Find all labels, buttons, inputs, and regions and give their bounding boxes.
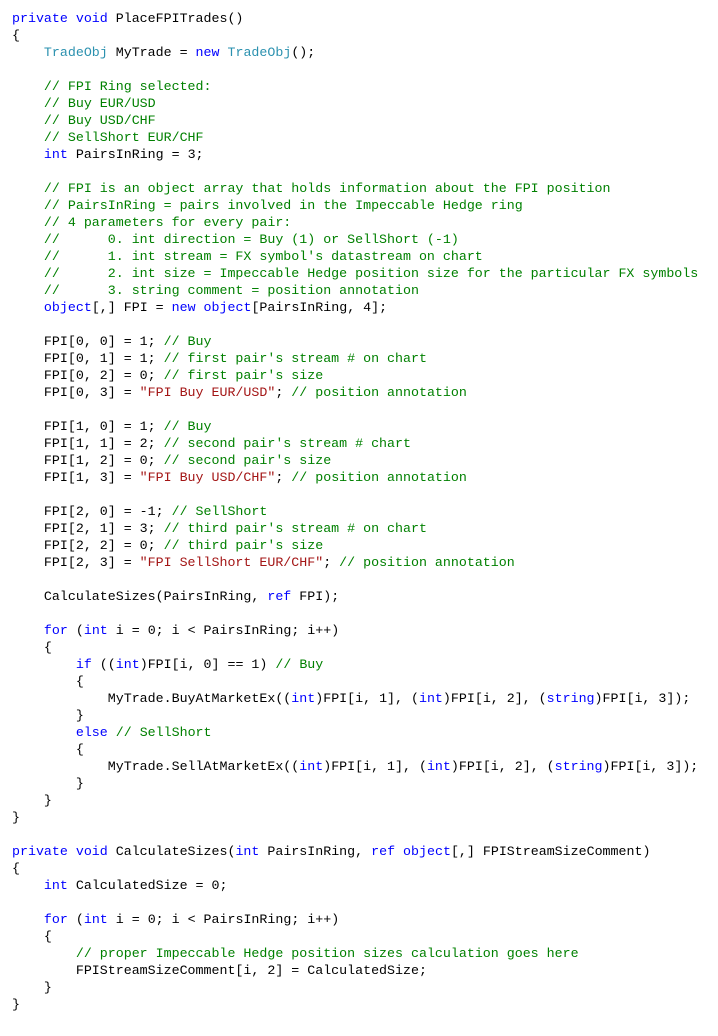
code-line: [12, 520, 716, 537]
code-token-plain: [,] FPI =: [91, 300, 172, 315]
code-token-plain: [12, 181, 44, 196]
code-token-plain: [12, 249, 44, 264]
code-token-plain: [12, 283, 44, 298]
code-token-keyword: for: [43, 623, 68, 638]
code-token-plain: {: [12, 28, 20, 43]
code-token-plain: FPI[2, 1] = 3;: [12, 521, 164, 536]
code-line: [12, 435, 716, 452]
code-token-string: "FPI Buy EUR/USD": [139, 385, 276, 400]
code-token-keyword: new: [171, 300, 196, 315]
code-token-plain: {: [12, 674, 84, 689]
code-token-comment: // SellShort: [171, 504, 268, 519]
code-token-plain: [12, 725, 76, 740]
code-token-comment: // SellShort: [115, 725, 212, 740]
code-token-keyword: object: [43, 300, 92, 315]
code-token-plain: PairsInRing,: [259, 844, 372, 859]
code-token-comment: // position annotation: [291, 385, 467, 400]
code-line: [12, 622, 716, 639]
code-token-keyword: void: [75, 11, 108, 26]
code-token-plain: FPI[1, 2] = 0;: [12, 453, 164, 468]
code-token-plain: [12, 232, 44, 247]
code-token-comment: // position annotation: [291, 470, 467, 485]
code-token-keyword: int: [418, 691, 443, 706]
code-line: [12, 350, 716, 367]
code-token-plain: ;: [323, 555, 340, 570]
code-token-plain: )FPI[i, 2], (: [442, 691, 547, 706]
code-line: [12, 588, 716, 605]
code-line: [12, 724, 716, 741]
code-token-keyword: object: [403, 844, 451, 859]
code-line: [12, 384, 716, 401]
code-line: [12, 979, 716, 996]
code-token-plain: ;: [275, 470, 292, 485]
code-token-keyword: ref: [267, 589, 292, 604]
code-token-plain: CalculateSizes(PairsInRing,: [12, 589, 268, 604]
code-line: [12, 928, 716, 945]
code-token-type: TradeObj: [43, 45, 108, 60]
code-token-plain: }: [12, 793, 52, 808]
code-token-comment: // 2. int size = Impeccable Hedge position size for the particular FX symbols: [43, 266, 699, 281]
code-line: [12, 656, 716, 673]
code-token-plain: FPI[0, 2] = 0;: [12, 368, 164, 383]
code-token-keyword: int: [291, 691, 316, 706]
code-token-plain: [12, 215, 44, 230]
code-token-plain: [12, 878, 44, 893]
code-line: [12, 10, 716, 27]
code-token-keyword: int: [43, 878, 68, 893]
code-line: [12, 860, 716, 877]
code-token-comment: // Buy USD/CHF: [43, 113, 156, 128]
code-token-plain: ();: [291, 45, 316, 60]
code-token-plain: PlaceFPITrades(): [107, 11, 244, 26]
code-token-comment: // third pair's size: [163, 538, 324, 553]
code-line: [12, 792, 716, 809]
code-token-plain: )FPI[i, 1], (: [323, 759, 427, 774]
code-token-plain: [12, 96, 44, 111]
code-line: [12, 962, 716, 979]
code-line: [12, 843, 716, 860]
code-token-comment: // proper Impeccable Hedge position sizes calculation goes here: [75, 946, 579, 961]
code-token-keyword: string: [554, 759, 603, 774]
code-token-plain: [12, 623, 44, 638]
code-token-plain: [12, 198, 44, 213]
code-token-plain: [12, 657, 76, 672]
code-token-keyword: int: [83, 623, 108, 638]
code-token-plain: {: [12, 929, 52, 944]
code-token-comment: // FPI is an object array that holds information about the FPI position: [43, 181, 611, 196]
code-line: [12, 180, 716, 197]
code-token-keyword: int: [426, 759, 451, 774]
code-token-plain: FPI[0, 1] = 1;: [12, 351, 164, 366]
code-token-plain: )FPI[i, 0] == 1): [139, 657, 276, 672]
code-token-plain: CalculatedSize = 0;: [67, 878, 228, 893]
code-token-plain: }: [12, 980, 52, 995]
code-token-plain: FPI[1, 3] =: [12, 470, 140, 485]
code-token-plain: [PairsInRing, 4];: [251, 300, 388, 315]
code-line: [12, 231, 716, 248]
code-token-plain: [12, 946, 76, 961]
code-line: [12, 129, 716, 146]
code-line: [12, 146, 716, 163]
code-line: [12, 826, 716, 843]
code-line: [12, 401, 716, 418]
code-token-plain: [12, 147, 44, 162]
code-line: [12, 639, 716, 656]
code-token-plain: [12, 45, 44, 60]
code-line: [12, 418, 716, 435]
code-token-keyword: int: [235, 844, 260, 859]
code-token-plain: PairsInRing = 3;: [67, 147, 204, 162]
code-token-plain: FPI);: [291, 589, 340, 604]
code-token-plain: [68, 11, 76, 26]
code-token-keyword: string: [546, 691, 595, 706]
code-token-plain: [68, 844, 76, 859]
code-token-comment: // Buy: [163, 334, 212, 349]
code-token-plain: [12, 266, 44, 281]
code-token-plain: (: [67, 623, 84, 638]
code-token-keyword: private: [12, 844, 68, 859]
code-token-comment: // 0. int direction = Buy (1) or SellShort (-1): [43, 232, 459, 247]
code-token-comment: // second pair's size: [163, 453, 332, 468]
code-line: [12, 741, 716, 758]
code-token-keyword: ref: [371, 844, 396, 859]
code-token-plain: CalculateSizes(: [107, 844, 236, 859]
code-token-keyword: int: [115, 657, 140, 672]
code-line: [12, 605, 716, 622]
code-token-plain: }: [12, 997, 20, 1012]
code-token-comment: // 3. string comment = position annotation: [43, 283, 419, 298]
code-token-plain: }: [12, 776, 84, 791]
code-token-plain: MyTrade.BuyAtMarketEx((: [12, 691, 292, 706]
code-line: [12, 571, 716, 588]
code-token-comment: // SellShort EUR/CHF: [43, 130, 204, 145]
code-token-plain: (: [67, 912, 84, 927]
code-token-comment: // 4 parameters for every pair:: [43, 215, 292, 230]
code-token-plain: }: [12, 708, 84, 723]
code-token-comment: // second pair's stream # chart: [163, 436, 411, 451]
code-token-plain: {: [12, 742, 84, 757]
code-token-plain: [12, 113, 44, 128]
code-token-plain: ((: [91, 657, 116, 672]
code-token-keyword: object: [203, 300, 252, 315]
code-line: [12, 197, 716, 214]
code-token-plain: FPI[1, 1] = 2;: [12, 436, 164, 451]
code-token-string: "FPI SellShort EUR/CHF": [139, 555, 324, 570]
code-line: [12, 112, 716, 129]
code-token-plain: FPI[0, 3] =: [12, 385, 140, 400]
code-token-plain: [196, 300, 204, 315]
code-line: [12, 265, 716, 282]
code-token-plain: [12, 130, 44, 145]
code-token-keyword: private: [12, 11, 68, 26]
code-token-keyword: else: [75, 725, 108, 740]
code-line: [12, 690, 716, 707]
code-token-plain: FPI[2, 2] = 0;: [12, 538, 164, 553]
code-token-plain: )FPI[i, 1], (: [315, 691, 419, 706]
code-token-plain: )FPI[i, 3]);: [594, 691, 691, 706]
code-token-keyword: int: [83, 912, 108, 927]
code-line: [12, 537, 716, 554]
code-token-keyword: new: [195, 45, 220, 60]
code-token-comment: // position annotation: [339, 555, 515, 570]
code-line: [12, 299, 716, 316]
code-line: [12, 877, 716, 894]
code-line: [12, 469, 716, 486]
code-line: [12, 996, 716, 1013]
code-token-plain: ;: [275, 385, 292, 400]
code-token-plain: FPI[0, 0] = 1;: [12, 334, 164, 349]
code-line: [12, 775, 716, 792]
code-token-comment: // PairsInRing = pairs involved in the Impeccable Hedge ring: [43, 198, 523, 213]
code-token-comment: // 1. int stream = FX symbol's datastream on chart: [43, 249, 483, 264]
code-token-string: "FPI Buy USD/CHF": [139, 470, 276, 485]
code-line: [12, 95, 716, 112]
code-token-plain: {: [12, 640, 52, 655]
code-line: [12, 163, 716, 180]
code-token-keyword: void: [75, 844, 108, 859]
code-line: [12, 911, 716, 928]
code-token-keyword: int: [43, 147, 68, 162]
code-token-plain: FPIStreamSizeComment[i, 2] = CalculatedSize;: [12, 963, 427, 978]
code-token-comment: // Buy: [163, 419, 212, 434]
code-line: [12, 809, 716, 826]
code-token-plain: FPI[1, 0] = 1;: [12, 419, 164, 434]
code-line: [12, 554, 716, 571]
code-token-plain: i = 0; i < PairsInRing; i++): [107, 623, 340, 638]
code-line: [12, 452, 716, 469]
code-line: [12, 27, 716, 44]
code-token-plain: [108, 725, 116, 740]
code-token-comment: // first pair's size: [163, 368, 324, 383]
code-line: [12, 486, 716, 503]
code-line: [12, 61, 716, 78]
code-token-plain: i = 0; i < PairsInRing; i++): [107, 912, 340, 927]
code-token-comment: // first pair's stream # on chart: [163, 351, 427, 366]
code-token-plain: [12, 79, 44, 94]
code-line: [12, 214, 716, 231]
code-line: [12, 282, 716, 299]
code-token-keyword: if: [75, 657, 92, 672]
code-line: [12, 758, 716, 775]
code-line: [12, 248, 716, 265]
code-token-plain: MyTrade =: [107, 45, 196, 60]
code-token-plain: FPI[2, 0] = -1;: [12, 504, 172, 519]
code-line: [12, 503, 716, 520]
code-line: [12, 316, 716, 333]
code-token-plain: {: [12, 861, 20, 876]
code-line: [12, 707, 716, 724]
code-token-plain: }: [12, 810, 20, 825]
code-line: [12, 894, 716, 911]
code-token-comment: // Buy EUR/USD: [43, 96, 156, 111]
code-line: [12, 333, 716, 350]
code-token-plain: [395, 844, 403, 859]
code-line: [12, 673, 716, 690]
code-line: [12, 78, 716, 95]
code-token-plain: FPI[2, 3] =: [12, 555, 140, 570]
code-token-comment: // FPI Ring selected:: [43, 79, 212, 94]
code-token-plain: [12, 300, 44, 315]
code-token-keyword: for: [43, 912, 68, 927]
code-token-type: TradeObj: [227, 45, 292, 60]
code-line: [12, 945, 716, 962]
code-token-plain: )FPI[i, 3]);: [602, 759, 699, 774]
code-token-plain: )FPI[i, 2], (: [450, 759, 555, 774]
code-token-plain: [12, 912, 44, 927]
code-token-plain: [,] FPIStreamSizeComment): [450, 844, 651, 859]
code-line: [12, 367, 716, 384]
code-token-plain: MyTrade.SellAtMarketEx((: [12, 759, 300, 774]
code-token-comment: // Buy: [275, 657, 324, 672]
code-token-comment: // third pair's stream # on chart: [163, 521, 427, 536]
code-token-keyword: int: [299, 759, 324, 774]
code-line: [12, 44, 716, 61]
